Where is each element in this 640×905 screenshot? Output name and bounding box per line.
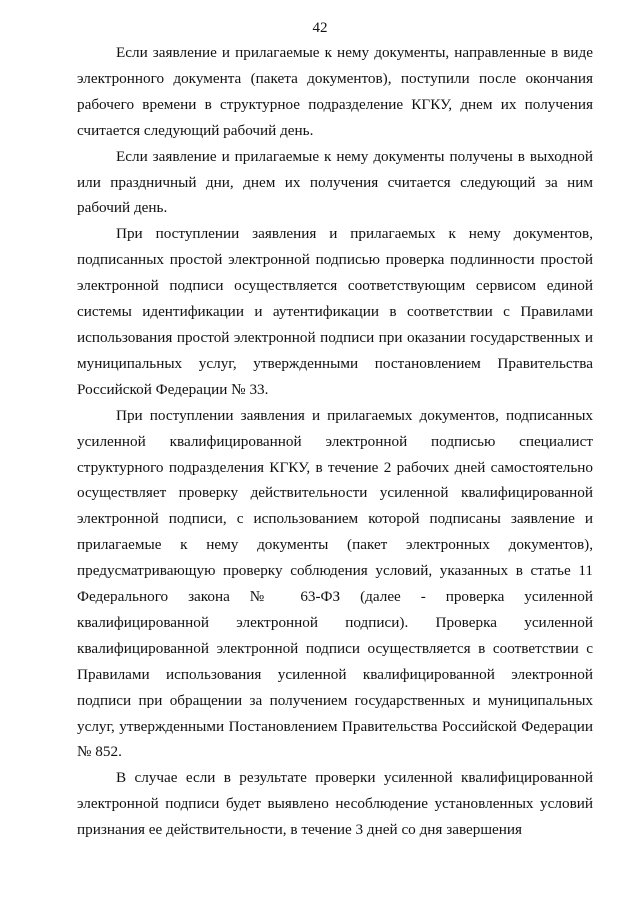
- paragraph-received-on-holiday: Если заявление и прилагаемые к нему документы получены в выходной или праздничный дни, днем их получения считается следующий за ним рабочий день.: [77, 147, 593, 217]
- body-text: [77, 40, 593, 843]
- paragraph-invalid-signature: В случае если в результате проверки усиленной квалифицированной электронной подписи будет выявлено несоблюдение установленных условий признания ее действительности, в течение 3 дней со дня завершения: [77, 769, 593, 839]
- paragraph-qualified-signature: При поступлении заявления и прилагаемых документов, подписанных усиленной квалифицированной электронной подписью специалист структурного подразделения КГКУ, в течение 2 рабочих дней самостоятельно осуществляет проверку действительности усиленной квалифицированной электронной подписи, с использованием которой подписаны заявление и прилагаемые к нему документы (пакет электронных документов), предусматривающую проверку соблюдения условий, указанных в статье 11 Федерального закона № 63-ФЗ (далее - проверка усиленной квалифицированной электронной подписи). Проверка усиленной квалифицированной электронной подписи осуществляется в соответствии с Правилами использования усиленной квалифицированной электронной подписи при обращении за получением государственных и муниципальных услуг, утвержденными Постановлением Правительства Российской Федерации № 852.: [77, 406, 593, 761]
- paragraph-simple-signature: При поступлении заявления и прилагаемых к нему документов, подписанных простой электронной подписью проверка подлинности простой электронной подписи осуществляется соответствующим сервисом единой системы идентификации и аутентификации в соответствии с Правилами использования простой электронной подписи при оказании государственных и муниципальных услуг, утвержденными постановлением Правительства Российской Федерации № 33.: [77, 225, 593, 398]
- page-number: 42: [312, 20, 328, 36]
- paragraph-received-after-hours: Если заявление и прилагаемые к нему документы, направленные в виде электронного документа (пакета документов), поступили после окончания рабочего времени в структурное подразделение КГКУ, днем их получения считается следующий рабочий день.: [77, 44, 593, 139]
